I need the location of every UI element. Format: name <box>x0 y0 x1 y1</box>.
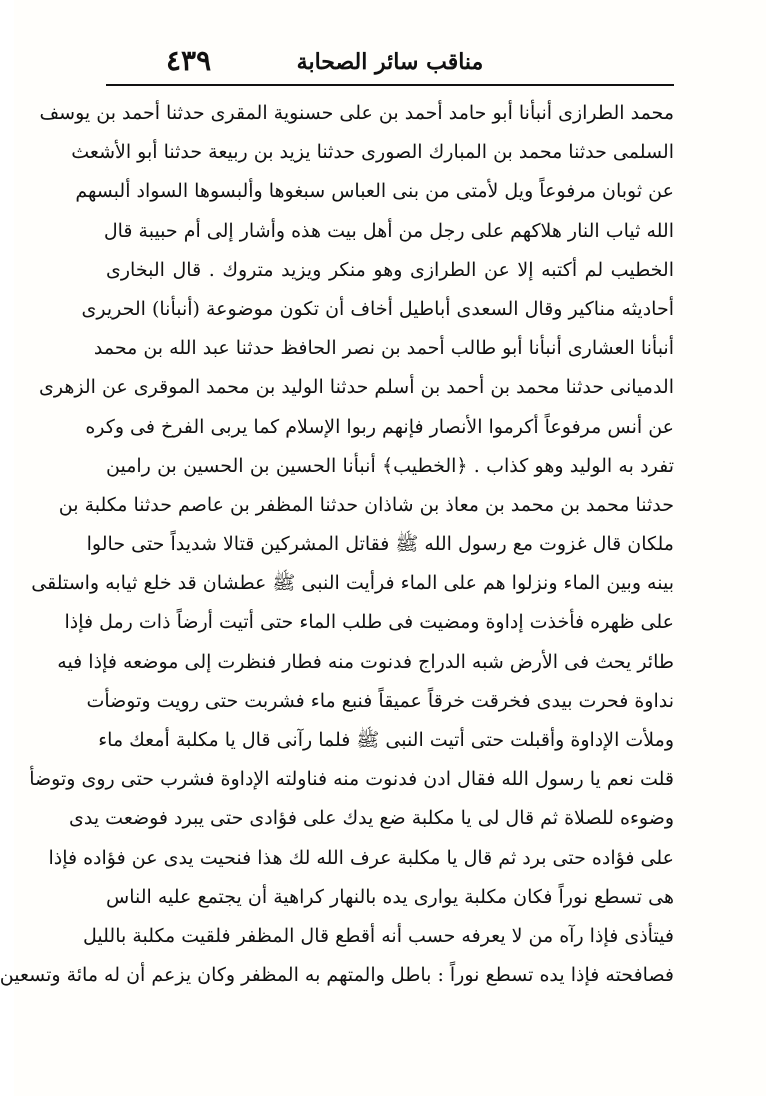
text-line: وضوءه للصلاة ثم قال لى يا مكلبة ضع يدك على فؤادى حتى يبرد فوضعت يدى <box>68 807 674 830</box>
page-number: ٤٣٩ <box>166 44 212 77</box>
text-line: الدميانى حدثنا محمد بن أحمد بن أسلم حدثنا الوليد بن محمد الموقرى عن الزهرى <box>38 376 674 399</box>
text-line: هى تسطع نوراً فكان مكلبة يوارى يده بالنهار كراهية أن يجتمع عليه الناس <box>106 885 674 908</box>
text-line: فصافحته فإذا يده تسطع نوراً : باطل والمتهم به المظفر وكان يزعم أن له مائة وتسعين <box>0 964 674 987</box>
running-title: مناقب سائر الصحابة <box>296 49 484 75</box>
text-line: السلمى حدثنا محمد بن المبارك الصورى حدثنا يزيد بن ربيعة حدثنا أبو الأشعث <box>71 141 674 164</box>
text-line: على فؤاده حتى برد ثم قال يا مكلبة عرف الله لك هذا فنحيت يدى عن فؤاده فإذا <box>48 846 674 869</box>
text-line: محمد الطرازى أنبأنا أبو حامد أحمد بن على حسنوية المقرى حدثنا أحمد بن يوسف <box>39 102 674 124</box>
text-line: على ظهره فأخذت إداوة ومضيت فى طلب الماء حتى أتيت أرضاً ذات رمل فإذا <box>64 611 674 634</box>
text-line: الخطيب لم أكتبه إلا عن الطرازى وهو منكر ويزيد متروك . قال البخارى <box>106 258 674 281</box>
text-line: طائر يحث فى الأرض شبه الدراج فدنوت منه فطار فنظرت إلى موضعه فإذا فيه <box>57 650 674 673</box>
text-line: قلت نعم يا رسول الله فقال ادن فدنوت منه فناولته الإداوة فشرب حتى روى وتوضأ <box>29 768 674 791</box>
text-line: الله ثياب النار هلاكهم على رجل من أهل بيت هذه وأشار إلى أم حبيبة قال <box>103 219 674 242</box>
text-line: نداوة فحرت بيدى فخرقت خرقاً عميقاً فنبع ماء فشربت حتى رويت وتوضأت <box>86 689 674 712</box>
text-line: أنبأنا العشارى أنبأنا أبو طالب أحمد بن نصر الحافظ حدثنا عبد الله بن محمد <box>93 337 674 360</box>
text-line: بينه وبين الماء ونزلوا هم على الماء فرأيت النبى ﷺ عطشان قد خلع ثيابه واستلقى <box>31 572 674 595</box>
header-rule <box>106 84 674 86</box>
text-line: عن ثوبان مرفوعاً ويل لأمتى من بنى العباس سبغوها وألبسوها السواد ألبسهم <box>75 180 674 203</box>
text-line: عن أنس مرفوعاً أكرموا الأنصار فإنهم ربوا الإسلام كما يربى الفرخ فى وكره <box>85 415 674 438</box>
body-text <box>0 94 674 1026</box>
text-line: وملأت الإداوة وأقبلت حتى أتيت النبى ﷺ فلما رآنى قال يا مكلبة أمعك ماء <box>98 729 674 751</box>
text-line: ملكان قال غزوت مع رسول الله ﷺ فقاتل المشركين قتالا شديداً حتى حالوا <box>86 533 674 556</box>
text-line: حدثنا محمد بن محمد بن معاذ بن شاذان حدثنا المظفر بن عاصم حدثنا مكلبة بن <box>58 493 674 516</box>
text-line: فيتأذى فإذا رآه من لا يعرفه حسب أنه أقطع قال المظفر فلقيت مكلبة بالليل <box>83 924 674 947</box>
text-line: تفرد به الوليد وهو كذاب . ﴿الخطيب﴾ أنبأنا الحسين بن الحسين بن رامين <box>106 454 674 477</box>
text-line: أحاديثه مناكير وقال السعدى أباطيل أخاف أن تكون موضوعة (أنبأنا) الحريرى <box>81 297 674 320</box>
page-header <box>106 40 674 82</box>
